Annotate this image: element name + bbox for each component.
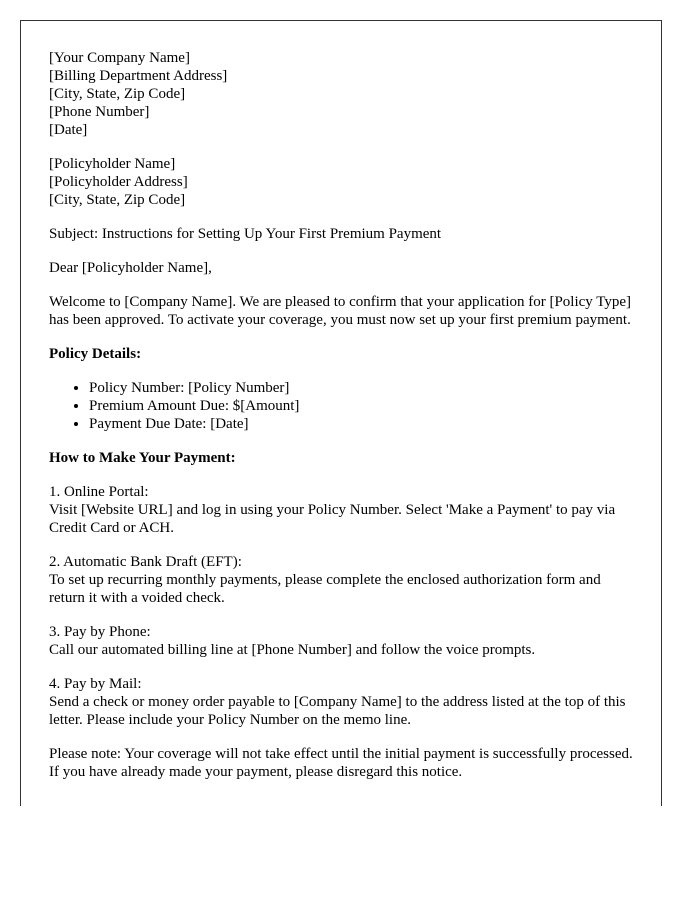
sender-phone: [Phone Number] [49,104,150,120]
list-item: • Premium Amount Due: $[Amount] [89,397,633,415]
method-text: Call our automated billing line at [Phone Number] and follow the voice prompts. [49,642,536,658]
method-text: Visit [Website URL] and log in using your Policy Number. Select 'Make a Payment' to pay via Credit Card or ACH. [49,502,616,536]
policy-details-heading: Policy Details: [49,346,142,362]
payment-method [49,553,633,607]
payment-method [49,675,633,729]
payment-method [49,623,633,659]
intro-paragraph: Welcome to [Company Name]. We are pleased to confirm that your application for [Policy Type] has been approved. To activate your coverage, you must now set up your first premium payment. [49,294,632,328]
note-paragraph: Please note: Your coverage will not take effect until the initial payment is successfully processed. If you have already made your payment, please disregard this notice. [49,746,633,780]
list-item: • Payment Due Date: [Date] [89,415,633,433]
payment-heading: How to Make Your Payment: [49,450,236,466]
payment-method [49,483,633,537]
sender-address: [Billing Department Address] [49,68,228,84]
method-title: 3. Pay by Phone: [49,624,151,640]
salutation: Dear [Policyholder Name], [49,260,212,276]
recipient-address: [Policyholder Address] [49,174,188,190]
sender-block [49,49,633,139]
sender-city: [City, State, Zip Code] [49,86,186,102]
method-title: 1. Online Portal: [49,484,149,500]
letter-date: [Date] [49,122,88,138]
sender-company: [Your Company Name] [49,50,190,66]
recipient-name: [Policyholder Name] [49,156,176,172]
subject-line: Subject: Instructions for Setting Up Your First Premium Payment [49,226,442,242]
method-text: Send a check or money order payable to [Company Name] to the address listed at the top of this letter. Please include your Policy Number on the memo line. [49,694,626,728]
recipient-block [49,155,633,209]
method-title: 4. Pay by Mail: [49,676,142,692]
policy-details-list [49,379,633,433]
recipient-city: [City, State, Zip Code] [49,192,186,208]
list-item: • Policy Number: [Policy Number] [89,379,633,397]
method-text: To set up recurring monthly payments, please complete the enclosed authorization form and return it with a voided check. [49,572,601,606]
letter [20,20,662,806]
method-title: 2. Automatic Bank Draft (EFT): [49,554,242,570]
